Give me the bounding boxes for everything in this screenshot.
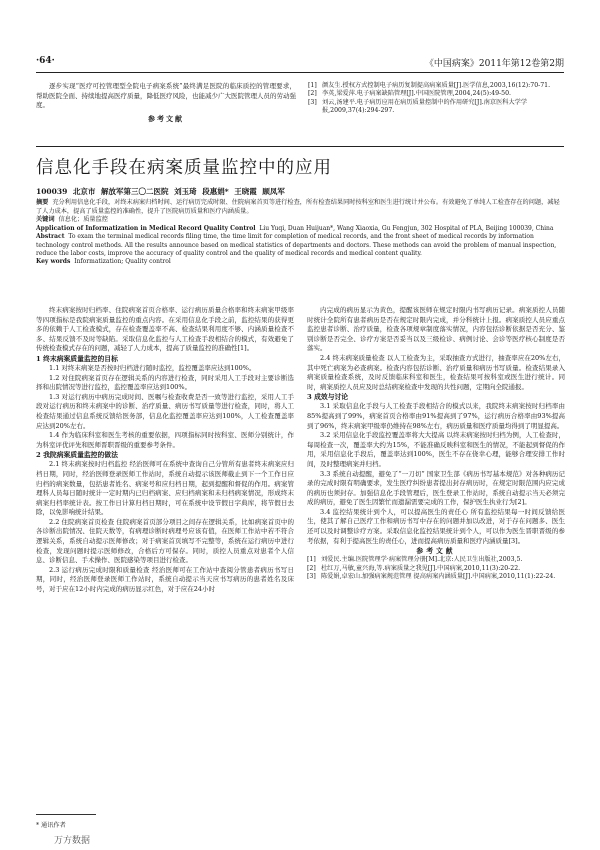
ref-item: [1] 刘爱民.主编.医院管理学·病案管理分册[M].北京:人民卫生出版社,2003,5. (307, 556, 523, 564)
abstract-cn-text: 充分利用信息化手段，对终末病案归档时间、运行病历完成时限、住院病案首页等进行检查，所有检查结果同时按科室和医生进行统计并公布。有效避免了单纯人工检查存在的问题，减轻了人力成本，提高了质量监控的准确性，提升了医院病历质量和医疗内涵质量。 (36, 199, 560, 215)
prev-article-tail (36, 82, 296, 124)
keywords-label: 关键词 (36, 216, 55, 224)
body-paragraph: 1.3 对运行病历中病历完成时间、医嘱与检查收费是否一致等进行监控，采用人工手段对运行病历和终末病案中的诊断、治疗质量、病历书写质量等进行检查，同时，将人工检查结果通过信息系统反馈给医务部，信息化监控覆盖率应达到100%，人工检查覆盖率应达到20%左右。 (36, 392, 294, 430)
refs-heading: 参考文献 (416, 547, 456, 556)
abstract-cn (36, 199, 564, 216)
body-column-right (307, 306, 565, 581)
prev-article-paragraph: 逐步实现“医疗可控管理型全院电子病案系统”最终满足医院的临床质控的管理要求，帮助医院全面、持续地提高医疗质量，降低医疗风险，也能减少广大医院管理人员的劳动强度。 (36, 82, 296, 110)
journal-name: 《中国病案》2011年第12卷第2期 (424, 59, 564, 69)
body-paragraph: 1.1 对终末病案是否按时归档进行随时监控，监控覆盖率应达到100%。 (49, 363, 256, 372)
body-paragraph: 3.1 采取信息化手段与人工检查手段相结合的模式以来，我院终末病案按时归档率由85%提高到了99%，病案首页合格率由91%提高到了97%，运行病历合格率由93%提高到了96%，终末病案甲级率仍维持在98%左右，病历质量和医疗质量均得到了明显提高。 (307, 402, 565, 430)
section-heading: 2 我院病案质量监控的做法 (36, 451, 118, 460)
prev-ref-item: [3] 刘云,汤建平.电子病历应用在病历质量控制中的作用研究[J].南京医科大学学报,2009,37(4):294-297. (308, 98, 528, 115)
footnote-rule (36, 814, 96, 815)
keywords-cn-text: 信息化；质量监控 (58, 216, 108, 224)
footnote: * 通讯作者 (36, 822, 66, 829)
ref-item: [3] 陈爱娟,卓宏山.加强病案规范管理 提高病案内涵质量[J].中国病案,2010,11(1):22-24. (307, 573, 556, 581)
section-rule (36, 146, 564, 147)
body-paragraph: 2.1 终末病案按时归档监控 经治医师可在系统中查询自己分管所有患者终末病案应归档日期，同时，经治医师登录医师工作站时，系统自动提示该医师截止到下一个工作日应归档的病案数量，包括患者姓名、病案号和应归档日期，起到提醒和督促的作用。病案管理科人员每日随时统计一定时期内已归档病案、应归档病案和未归档病案情况，形成终末病案归档率统计表。按工作日计算归档日期时，可在系统中设节假日字典库，将节假日去除，以免影响统计结果。 (36, 460, 294, 517)
en-authors: Liu Yuqi, Duan Huijuan*, Wang Xiaoxia, Gu Fengjun, 302 Hospital of PLA, Beijing 100039, China (259, 224, 554, 232)
body-paragraph: 1.4 作为临床科室和医生考核的重要依据，四项指标同时按科室、医师分别统计，作为科室评优评先和医师晋职晋级的重要参考条件。 (36, 431, 294, 449)
en-abstract-label: Abstract (36, 233, 65, 241)
article-authors: 100039 北京市 解放军第三〇二医院 刘玉琦 段惠娟* 王晓霞 顾凤军 (36, 187, 285, 196)
body-paragraph: 3.3 系统自动提醒，避免了“一刀切” 国家卫生部《病历书写基本规范》对各种病历记录的完成时限有明确要求，发生医疗纠纷患者提出封存病历时，在规定时限范围内应完成的病历也须封存。加强信息化手段管理后，医生登录工作站时，系统自动提示当天必须完成的病历，避免了医生因繁忙而遗漏需要完成的工作，保护医生执业行为[2]。 (307, 469, 565, 507)
abstract-block (36, 199, 564, 267)
body-paragraph: 2.3 运行病历完成时限和质量检查 经治医师可在工作站中查阅分管患者病历书写日期，同时，经治医师登录医师工作站时，系统自动提示当天应书写病历的患者姓名及床号，对于应在12小时内完成的病历显示红色，对于应在24小时 (36, 565, 294, 594)
body-paragraph: 内完成的病历显示为黄色，提醒该医师在规定时限内书写病历记录。病案质控人员随时统计全院所有患者病历是否在规定时限内完成，并分科统计上报。病案质控人员应重点监控患者诊断、治疗质量，检查各项规章制度落实情况，内容包括诊断依据是否充分、鉴别诊断是否完全、诊疗方案是否妥当以及三级检诊、病例讨论、会诊等医疗核心制度是否落实。 (307, 306, 565, 353)
en-keywords (36, 258, 564, 266)
abstract-label: 摘要 (36, 199, 49, 206)
prev-ref-item: [2] 李英,梁爱萍.电子病案缺陷管理[J].中国医院管理,2004,24(5):49-50. (308, 90, 511, 98)
prev-refs-heading: 参考文献 (148, 113, 184, 123)
en-abstract (36, 233, 564, 258)
en-keywords-label: Key words (36, 258, 71, 266)
section-heading: 3 成效与讨论 (307, 393, 349, 402)
body-paragraph: 2.4 终末病案质量检查 以人工检查为主，采取抽查方式进行，抽查率应在20%左右，其中死亡病案为必查病案。检查内容包括诊断、治疗质量和病历书写质量。检查结果录入病案质量检查系统，及时反馈临床科室和医生，检查结果可按科室或医生进行统计。同时，病案质控人员应及时总结病案检查中发现的共性问题，定期向全院通报。 (307, 353, 565, 391)
watermark: 万方数据 (54, 836, 91, 846)
header-rule (36, 72, 564, 73)
en-abstract-text: To exam the terminal medical records filing time, the time limit for completion of medical records, and the front sheet of medical records by information technology control methods. All the results announce based on medical statistics of departments and doctors. These methods can avoid the problem of manual inspection, reduce the labor costs, improve the accuracy of quality control and the quality of medical records and medical content quality. (36, 233, 557, 257)
running-header (36, 56, 564, 70)
article-title: 信息化手段在病案质量监控中的应用 (36, 158, 332, 178)
body-paragraph: 终末病案按时归档率、住院病案首页合格率、运行病历质量合格率和终末病案甲级率等四项指标是我院病案质量监控的重点内容。在采用信息化手段之前，监控结果的获得更多的依赖于人工检查模式，存在检查覆盖率不高、检查结果利用度不够、内涵质量检查不多、结果反馈不及时等缺陷。采取信息化监控与人工检查手段相结合的模式，有效避免了传统检查模式存在的问题，减轻了人力成本，提高了质量监控的准确性[1]。 (36, 306, 294, 353)
ref-item: [2] 杜红万,马敏,童兴海,等.病案质量之我见[J].中国病案,2010,11(3):20-22. (307, 564, 521, 572)
keywords-cn (36, 216, 564, 225)
prev-article-refs (308, 82, 564, 116)
body-paragraph: 3.2 采用信息化手段监控覆盖率将大大提高 以终末病案按时归档为例，人工检查时，每周检查一次，覆盖率大约为15%，不能准确反映科室和医生的情况，不能起到督促的作用，采用信息化手段后，覆盖率达到100%，医生不存在侥幸心理，能够合理安排工作时间，及时整理病案并归档。 (307, 431, 565, 468)
en-title: Application of Informatization in Medical Record Quality Control (36, 224, 256, 232)
en-keywords-text: Informatization; Quality control (74, 258, 171, 266)
body-paragraph: 1.2 对住院病案首页存在逻辑关系的内容进行检查，同时采用人工手段对主要诊断选择和出院情况等进行监控，监控覆盖率应达到100%。 (36, 373, 294, 392)
page-number: ·64· (36, 56, 55, 66)
section-heading: 1 终末病案质量监控的目标 (36, 354, 118, 363)
prev-ref-item: [1] 颜友生.授权方式控制电子病历复制提高病案质量[J].医学信息,2003,16(12):70-71. (308, 82, 551, 89)
body-paragraph: 3.4 监控结果统计到个人，可以提高医生的责任心 所有监控结果每一时间反馈给医生，使其了解自己医疗工作和病历书写中存在的问题并加以改进，对于存在问题多、医生还可以及时调整诊疗方案。采取信息化监控结果统计到个人，可以作为医生晋职晋级的参考依据，有利于提高医生的责任心，进而提高病历质量和医疗内涵质量[3]。 (307, 507, 565, 545)
body-column-left (36, 306, 294, 595)
en-title-line (36, 225, 564, 233)
body-paragraph: 2.2 住院病案首页检查 住院病案首页部分项目之间存在逻辑关系，比如病案首页中的各诊断出院情况、住院天数等，有病理诊断时病理号应该有值，在医师工作站中若不符合逻辑关系，系统自动提示医师修改；对于病案首页填写不完整等，系统在运行病历中进行检查，发现问题时提示医师修改，合格后方可保存。同时，质控人员重点对患者个人信息、诊断信息、手术操作、医院感染等项目进行检查。 (36, 517, 294, 565)
